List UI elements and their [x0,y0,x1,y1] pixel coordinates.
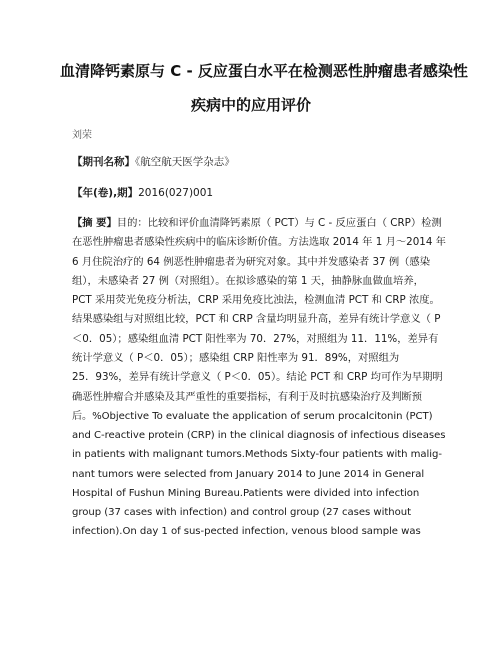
abstract-line: group (37 cases with infection) and control group (27 cases without [72,506,411,518]
year-label: 【年(卷),期】 [72,187,139,199]
year-value: 2016(027)001 [138,187,214,199]
abstract-line: 在恶性肿瘤患者感染性疾病中的临床诊断价值。方法选取 2014 年 1 月～2014 年 [72,236,446,249]
journal-field [72,154,235,169]
abstract-line: 确恶性肿瘤合并感染及其严重性的重要指标，有利于及时抗感染治疗及判断预 [72,390,423,403]
abstract-line: 6 月住院治疗的 64 例恶性肿瘤患者为研究对象。其中并发感染者 37 例（感染 [72,255,431,268]
journal-value: 《航空航天医学杂志》 [135,156,235,168]
abstract-line: ＜0．05）；感染组血清 PCT 阳性率为 70．27%，对照组为 11．11%，差异有 [72,332,439,345]
abstract-line: PCT 采用荧光免疫分析法，CRP 采用免疫比浊法，检测血清 PCT 和 CRP 浓度。 [72,294,440,307]
abstract-line: 结果感染组与对照组比较，PCT 和 CRP 含量均明显升高，差异有统计学意义（ P [72,313,441,326]
abstract-line: 统计学意义（ P＜0．05）；感染组 CRP 阳性率为 91．89%，对照组为 [72,352,400,365]
abstract-line: 后。%Objective To evaluate the application of serum procalcitonin (PCT) [72,410,433,422]
author-name: 刘荣 [72,130,92,141]
abstract-line: 25．93%，差异有统计学意义（ P＜0．05）。结论 PCT 和 CRP 均可作为早期明 [72,371,443,384]
article-title-line-2: 疾病中的应用评价 [190,96,311,114]
abstract-line [72,214,442,233]
abstract-line: in patients with malignant tumors.Methods Sixty-four patients with malig- [72,449,443,461]
year-volume-issue-field [72,185,213,200]
abstract-line: nant tumors were selected from January 2014 to June 2014 in General [72,468,425,480]
article-title-line-1: 血清降钙素原与 C - 反应蛋白水平在检测恶性肿瘤患者感染性 [60,62,468,80]
abstract-line: and C-reactive protein (CRP) in the clinical diagnosis of infectious diseases [72,430,446,442]
abstract-line: 组），未感染者 27 例（对照组）。在拟诊感染的第 1 天，抽静脉血做血培养， [72,274,424,287]
abstract-line: Hospital of Fushun Mining Bureau.Patients were divided into infection [72,487,420,499]
abstract-line: infection).On day 1 of sus-pected infection, venous blood sample was [72,526,421,538]
abstract-block [72,214,446,541]
journal-label: 【期刊名称】 [72,156,135,168]
abstract-first-line-text: 目的：比较和评价血清降钙素原（ PCT）与 C - 反应蛋白（ CRP）检测 [116,217,442,229]
abstract-label: 【摘 要】 [72,217,117,229]
